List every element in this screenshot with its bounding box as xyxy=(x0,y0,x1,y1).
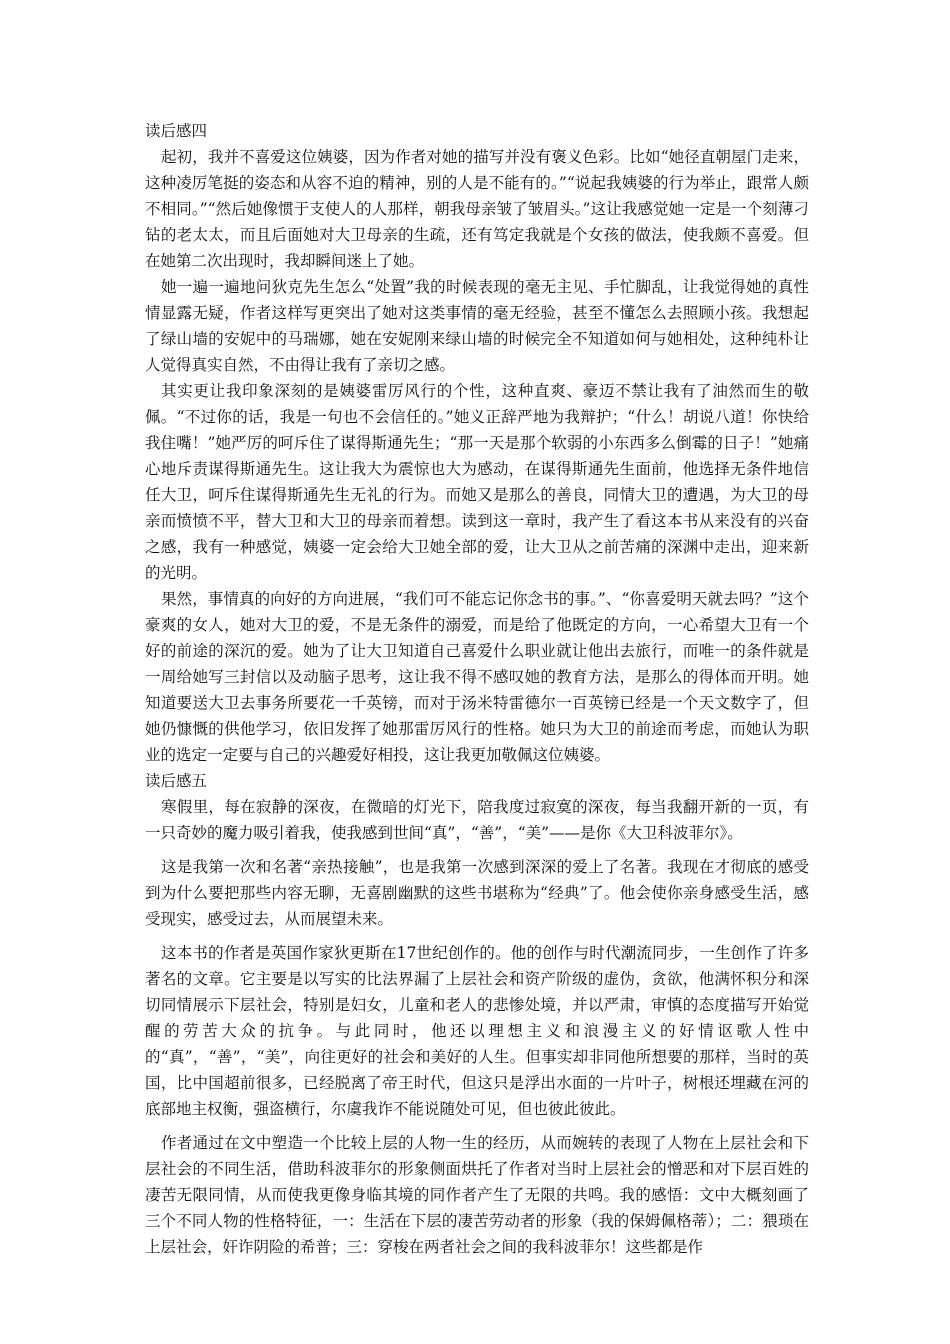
paragraph: 果然，事情真的向好的方向进展，“我们可不能忘记你念书的事。”、“你喜爱明天就去吗？”这个豪爽的女人，她对大卫的爱，不是无条件的溺爱，而是给了他既定的方向，一心希望大卫有一个好的前途的深沉的爱。她为了让大卫知道自己喜爱什么职业就让他出去旅行，而唯一的条件就是一周给她写三封信以及动脑子思考，这让我不得不感叹她的教育方法，是那么的得体而开明。她知道要送大卫去事务所要花一千英镑，而对于汤米特雷德尔一百英镑已经是一个天文数字了，但她仍慷慨的供他学习，依旧发挥了她那雷厉风行的性格。她只为大卫的前途而考虑，而她认为职业的选定一定要与自己的兴趣爱好相投，这让我更加敬佩这位姨婆。 xyxy=(145,590,809,764)
paragraph-spacer xyxy=(145,846,809,854)
essay-section-5 xyxy=(145,768,809,1260)
paragraph: 寒假里，每在寂静的深夜，在微暗的灯光下，陪我度过寂寞的深夜，每当我翻开新的一页，有一只奇妙的魔力吸引着我，使我感到世间“真”，“善”，“美”——是你《大卫科波菲尔》。 xyxy=(145,798,809,842)
paragraph-spacer xyxy=(145,1122,809,1130)
paragraph: 作者通过在文中塑造一个比较上层的人物一生的经历，从而婉转的表现了人物在上层社会和下层社会的不同生活，借助科波菲尔的形象侧面烘托了作者对当时上层社会的憎恶和对下层百姓的凄苦无限同情，从而使我更像身临其境的同作者产生了无限的共鸣。我的感悟：文中大概刻画了三个不同人物的性格特征，一：生活在下层的凄苦劳动者的形象（我的保姆佩格蒂）；二：猥琐在上层社会，奸诈阴险的希普；三：穿梭在两者社会之间的我科波菲尔！这些都是作 xyxy=(145,1134,809,1256)
section-heading: 读后感五 xyxy=(145,772,208,790)
section-heading: 读后感四 xyxy=(145,122,208,140)
paragraph: 其实更让我印象深刻的是姨婆雷厉风行的个性，这种直爽、豪迈不禁让我有了油然而生的敬佩。“不过你的话，我是一句也不会信任的。”她义正辞严地为我辩护；“什么！胡说八道！你快给我住嘴！”她严厉的呵斥住了谋得斯通先生；“那一天是那个软弱的小东西多么倒霉的日子！”她痛心地斥责谋得斯通先生。这让我大为震惊也大为感动，在谋得斯通先生面前，他选择无条件地信任大卫，呵斥住谋得斯通先生无礼的行为。而她又是那么的善良，同情大卫的遭遇，为大卫的母亲而愤愤不平，替大卫和大卫的母亲而着想。读到这一章时，我产生了看这本书从来没有的兴奋之感，我有一种感觉，姨婆一定会给大卫她全部的爱，让大卫从之前苦痛的深渊中走出，迎来新的光明。 xyxy=(145,382,809,582)
paragraph: 这本书的作者是英国作家狄更斯在17世纪创作的。他的创作与时代潮流同步，一生创作了许多著名的文章。它主要是以写实的比法界漏了上层社会和资产阶级的虚伪，贪欲，他满怀积分和深切同情展示下层社会，特别是妇女，儿童和老人的悲惨处境，并以严肃，审慎的态度描写开始觉醒的劳苦大众的抗争。与此同时，他还以理想主义和浪漫主义的好情讴歌人性中的“真”，“善”，“美”，向往更好的社会和美好的人生。但事实却非同他所想要的那样，当时的英国，比中国超前很多，已经脱离了帝王时代，但这只是浮出水面的一片叶子，树根还埋藏在河的底部地主权衡，强盗横行，尔虞我诈不能说随处可见，但也彼此彼此。 xyxy=(145,944,809,1118)
essay-section-4 xyxy=(145,118,809,768)
paragraph-spacer xyxy=(145,932,809,940)
paragraph: 这是我第一次和名著“亲热接触”，也是我第一次感到深深的爱上了名著。我现在才彻底的感受到为什么要把那些内容无聊，无喜剧幽默的这些书堪称为“经典”了。他会使你亲身感受生活，感受现实，感受过去，从而展望未来。 xyxy=(145,858,809,928)
paragraph: 她一遍一遍地问狄克先生怎么“处置”我的时候表现的毫无主见、手忙脚乱，让我觉得她的真性情显露无疑，作者这样写更突出了她对这类事情的毫无经验，甚至不懂怎么去照顾小孩。我想起了绿山墙的安妮中的马瑞娜，她在安妮刚来绿山墙的时候完全不知道如何与她相处，这种纯朴让人觉得真实自然，不由得让我有了亲切之感。 xyxy=(145,278,809,374)
paragraph: 起初，我并不喜爱这位姨婆，因为作者对她的描写并没有褒义色彩。比如“她径直朝屋门走来，这种凌厉笔挺的姿态和从容不迫的精神，别的人是不能有的。”“说起我姨婆的行为举止，跟常人颇不相同。”“然后她像惯于支使人的人那样，朝我母亲皱了皱眉头。”这让我感觉她一定是一个刻薄刁钻的老太太，而且后面她对大卫母亲的生疏，还有笃定我就是个女孩的做法，使我颇不喜爱。但在她第二次出现时，我却瞬间迷上了她。 xyxy=(145,148,809,270)
document-page xyxy=(145,118,809,1260)
